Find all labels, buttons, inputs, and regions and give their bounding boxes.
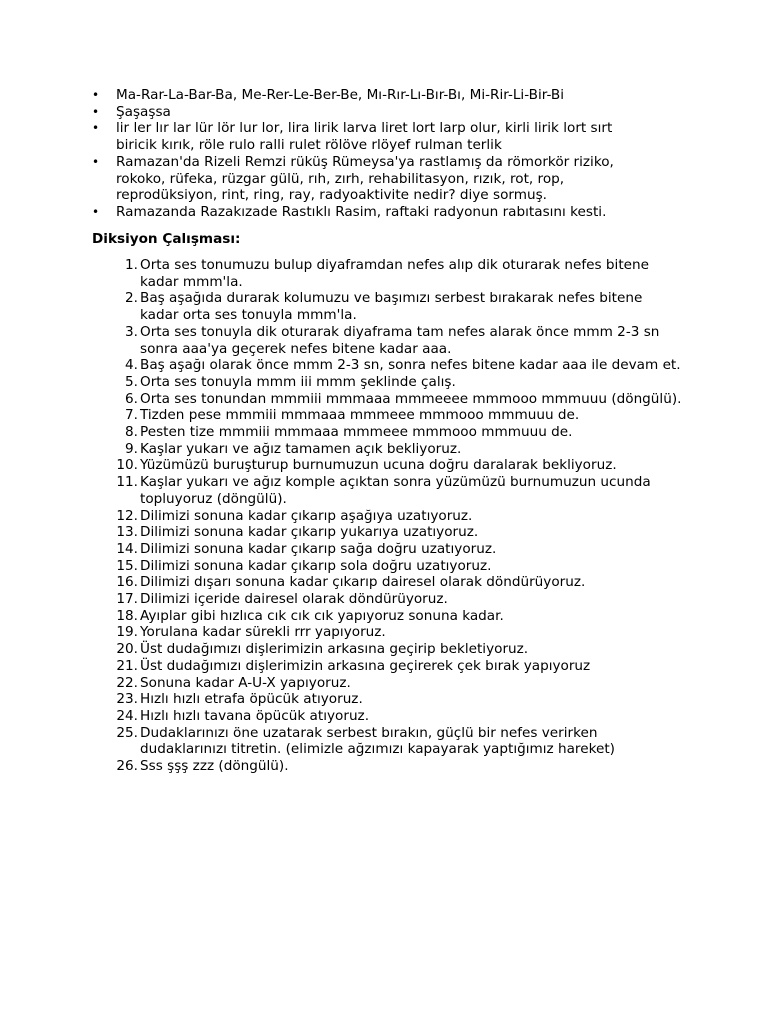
- list-item-text: Dilimizi sonuna kadar çıkarıp aşağıya uzatıyoruz.: [140, 507, 473, 524]
- item-number: 17.: [116, 591, 138, 608]
- item-number: 5.: [125, 373, 138, 390]
- list-item: [92, 120, 652, 153]
- item-number: 16.: [116, 574, 138, 591]
- item-number: 14.: [116, 540, 138, 557]
- item-number: 3.: [125, 323, 138, 340]
- item-number: 18.: [116, 607, 138, 624]
- exercise-list: [92, 257, 682, 775]
- list-item: [92, 641, 682, 658]
- list-item: [92, 290, 682, 323]
- list-item-text: Hızlı hızlı tavana öpücük atıyoruz.: [140, 707, 370, 724]
- item-number: 10.: [116, 457, 138, 474]
- item-number: 21.: [116, 657, 138, 674]
- item-number: 12.: [116, 507, 138, 524]
- item-number: 22.: [116, 674, 138, 691]
- list-item-text: Ramazanda Razakızade Rastıklı Rasim, raftaki radyonun rabıtasını kesti.: [116, 203, 607, 220]
- item-number: 26.: [116, 758, 138, 775]
- bullet-icon: •: [92, 88, 100, 102]
- list-item: [92, 424, 682, 441]
- list-item: [92, 104, 652, 121]
- bullet-icon: •: [92, 204, 100, 219]
- list-item: [92, 624, 682, 641]
- list-item-text: Pesten tize mmmiii mmmaaa mmmeee mmmooo mmmuuu de.: [140, 424, 573, 441]
- list-item-text: Sss şşş zzz (döngülü).: [140, 758, 289, 775]
- list-item: [92, 391, 682, 408]
- list-item-text: Baş aşağı olarak önce mmm 2-3 sn, sonra nefes bitene kadar aaa ile devam et.: [140, 357, 681, 374]
- list-item: [92, 675, 682, 692]
- list-item-text: Üst dudağımızı dişlerimizin arkasına geçirip bekletiyoruz.: [140, 641, 529, 658]
- list-item-text: Orta ses tonuyla mmm iii mmm şeklinde çalış.: [140, 373, 456, 390]
- list-item: [92, 257, 682, 290]
- item-number: 2.: [125, 290, 138, 307]
- list-item-text: Dilimizi dışarı sonuna kadar çıkarıp dairesel olarak döndürüyoruz.: [140, 574, 586, 591]
- list-item: [92, 407, 682, 424]
- list-item: [92, 441, 682, 458]
- tongue-twister-list: [92, 87, 652, 221]
- item-number: 8.: [125, 424, 138, 441]
- list-item-text: lir ler lır lar lür lör lur lor, lira lirik larva liret lort larp olur, kirli lirik lort sırt biricik kırık, röle rulo ralli rulet rölöve rlöyef rulman terlik: [116, 120, 613, 154]
- item-number: 9.: [125, 440, 138, 457]
- item-number: 24.: [116, 707, 138, 724]
- list-item: [92, 541, 682, 558]
- list-item-text: Ma-Rar-La-Bar-Ba, Me-Rer-Le-Ber-Be, Mı-Rır-Lı-Bır-Bı, Mi-Rir-Li-Bir-Bi: [116, 87, 564, 103]
- list-item: [92, 708, 682, 725]
- item-number: 7.: [125, 407, 138, 424]
- list-item: [92, 374, 682, 391]
- list-item-text: Kaşlar yukarı ve ağız tamamen açık bekliyoruz.: [140, 440, 462, 457]
- list-item: [92, 524, 682, 541]
- item-number: 19.: [116, 624, 138, 641]
- list-item: [92, 474, 682, 507]
- list-item-text: Üst dudağımızı dişlerimizin arkasına geçirerek çek bırak yapıyoruz: [140, 657, 591, 674]
- list-item-text: Şaşaşsa: [116, 103, 171, 120]
- list-item-text: Dilimizi içeride dairesel olarak döndürüyoruz.: [140, 591, 448, 608]
- list-item-text: Tizden pese mmmiii mmmaaa mmmeee mmmooo mmmuuu de.: [140, 407, 580, 424]
- list-item: [92, 87, 652, 104]
- list-item: [92, 591, 682, 608]
- list-item: [92, 204, 652, 221]
- list-item-text: Baş aşağıda durarak kolumuzu ve başımızı serbest bırakarak nefes bitene kadar orta ses tonuyla mmm'la.: [140, 290, 643, 324]
- item-number: 1.: [125, 257, 138, 273]
- list-item: [92, 457, 682, 474]
- list-item-text: Orta ses tonuyla dik oturarak diyaframa tam nefes alarak önce mmm 2-3 sn sonra aaa'ya geçerek nefes bitene kadar aaa.: [140, 323, 660, 357]
- item-number: 13.: [116, 524, 138, 541]
- list-item-text: Yüzümüzü buruşturup burnumuzun ucuna doğru daralarak bekliyoruz.: [140, 457, 617, 474]
- list-item: [92, 725, 682, 758]
- list-item: [92, 658, 682, 675]
- list-item: [92, 558, 682, 575]
- item-number: 15.: [116, 557, 138, 574]
- list-item-text: Ramazan'da Rizeli Remzi rüküş Rümeysa'ya rastlamış da römorkör riziko, rokoko, rüfeka, rüzgar gülü, rıh, zırh, rehabilitasyon, rızık, rot, rop, reprodüksiyon, rint, ring, ray, radyoaktivite nedir? diye sormuş.: [116, 153, 614, 204]
- list-item-text: Ayıplar gibi hızlıca cık cık cık yapıyoruz sonuna kadar.: [140, 607, 504, 624]
- list-item-text: Orta ses tonumuzu bulup diyaframdan nefes alıp dik oturarak nefes bitene kadar mmm'la.: [140, 257, 650, 290]
- bullet-icon: •: [92, 121, 100, 136]
- item-number: 11.: [116, 474, 138, 491]
- list-item: [92, 357, 682, 374]
- item-number: 6.: [125, 390, 138, 407]
- list-item: [92, 508, 682, 525]
- item-number: 23.: [116, 691, 138, 708]
- list-item-text: Dilimizi sonuna kadar çıkarıp sola doğru uzatıyoruz.: [140, 557, 492, 574]
- item-number: 4.: [125, 357, 138, 374]
- item-number: 20.: [116, 641, 138, 658]
- list-item: [92, 324, 682, 357]
- list-item: [92, 691, 682, 708]
- list-item-text: Dilimizi sonuna kadar çıkarıp sağa doğru uzatıyoruz.: [140, 540, 497, 557]
- list-item: [92, 154, 652, 204]
- bullet-icon: •: [92, 104, 100, 119]
- list-item-text: Dudaklarınızı öne uzatarak serbest bırakın, güçlü bir nefes verirken dudaklarınızı titretin. (elimizle ağzımızı kapayarak yaptığımız hareket): [140, 724, 615, 758]
- list-item: [92, 608, 682, 625]
- list-item-text: Sonuna kadar A-U-X yapıyoruz.: [140, 674, 351, 691]
- bullet-icon: •: [92, 154, 100, 169]
- list-item: [92, 758, 682, 775]
- list-item: [92, 574, 682, 591]
- list-item-text: Dilimizi sonuna kadar çıkarıp yukarıya uzatıyoruz.: [140, 524, 479, 541]
- list-item-text: Kaşlar yukarı ve ağız komple açıktan sonra yüzümüzü burnumuzun ucunda topluyoruz (döngülü).: [140, 474, 651, 507]
- list-item-text: Orta ses tonundan mmmiii mmmaaa mmmeeee mmmooo mmmuuu (döngülü).: [140, 390, 682, 407]
- section-heading: Diksiyon Çalışması:: [92, 231, 241, 247]
- list-item-text: Hızlı hızlı etrafa öpücük atıyoruz.: [140, 691, 363, 708]
- item-number: 25.: [116, 724, 138, 741]
- list-item-text: Yorulana kadar sürekli rrr yapıyoruz.: [140, 624, 386, 641]
